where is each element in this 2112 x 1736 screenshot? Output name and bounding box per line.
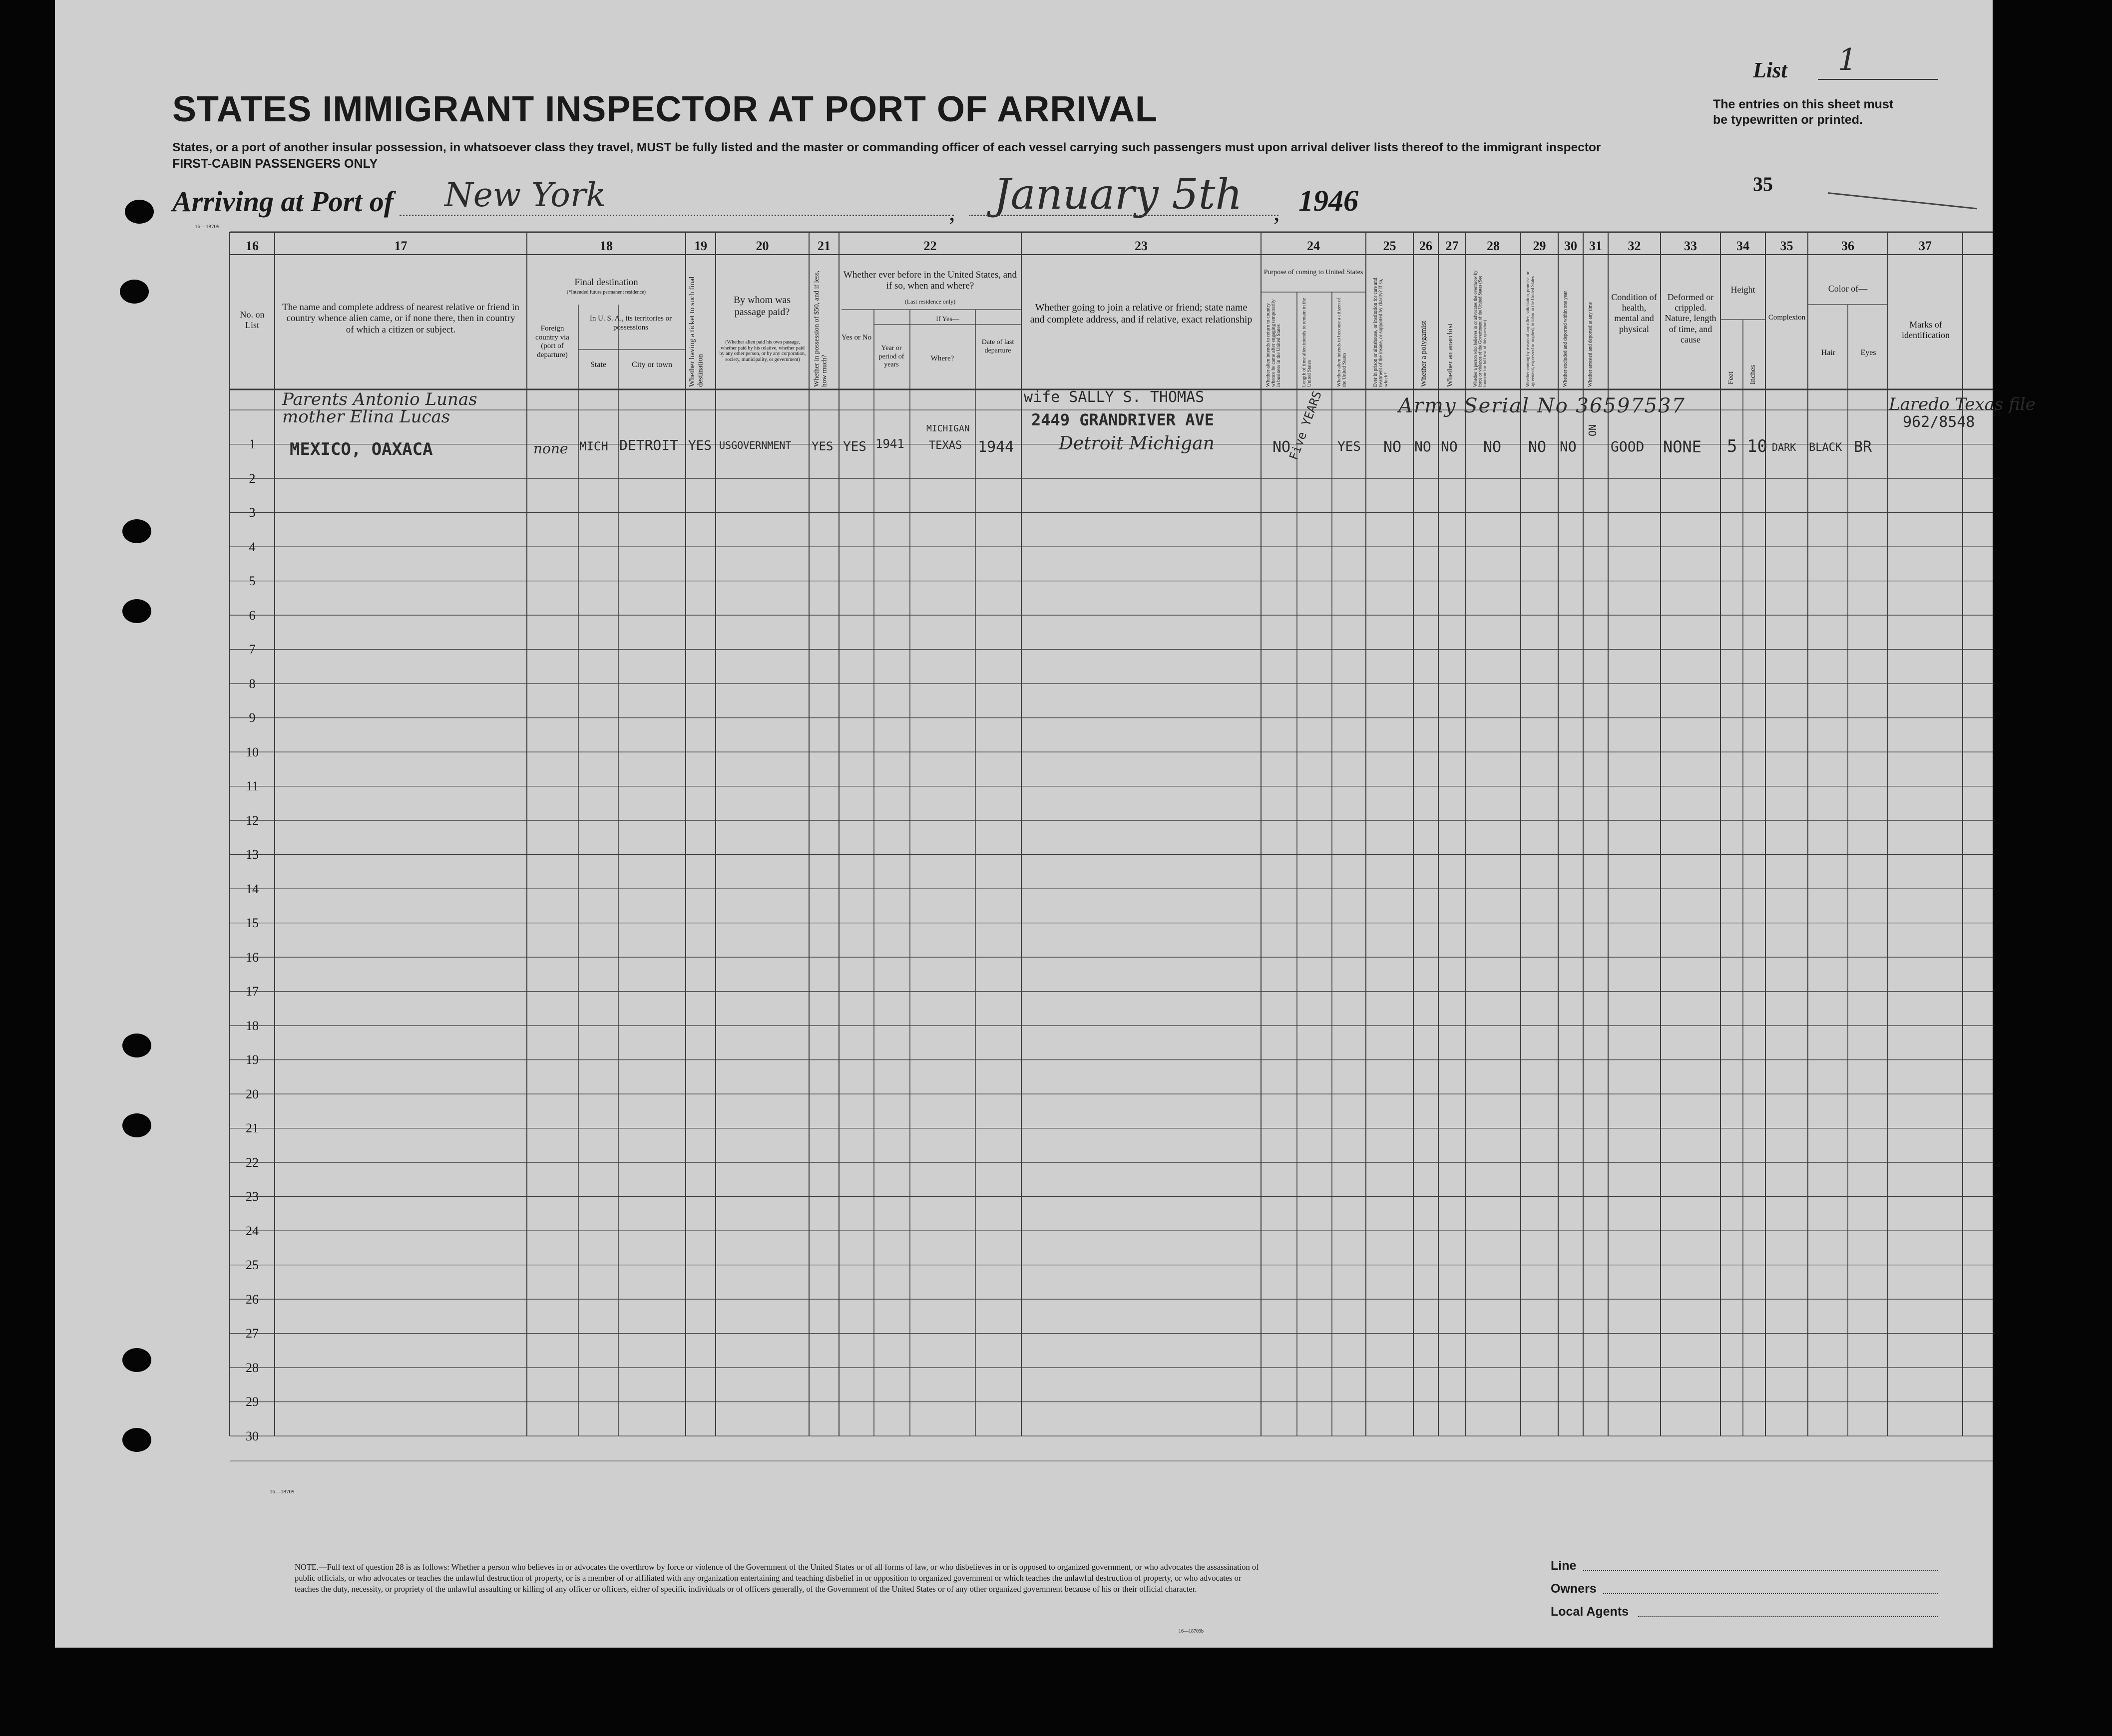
hdr-arrested: Whether arrested and deported at any time bbox=[1588, 302, 1593, 387]
arrival-year: 1946 bbox=[1298, 184, 1358, 217]
row-number: 4 bbox=[249, 539, 256, 554]
hdr-hair: Hair bbox=[1821, 348, 1836, 357]
owners-label: Owners bbox=[1551, 1582, 1597, 1596]
entry-hair: BLACK bbox=[1809, 441, 1842, 454]
hdr-complexion: Complexion bbox=[1768, 314, 1806, 322]
hdr-no-on-list: No. on List bbox=[240, 310, 265, 331]
entry-period: 1941 bbox=[875, 437, 904, 451]
colnum-30: 30 bbox=[1564, 239, 1577, 253]
hdr-final-destination: Final destination bbox=[574, 277, 638, 288]
hdr-labor: Whether coming by reason of any offer, solicitation, promise, or agreement, expressed or implied, to labor in the United States bbox=[1525, 271, 1535, 387]
colnum-17: 17 bbox=[394, 239, 408, 253]
row-number: 14 bbox=[246, 881, 259, 896]
colnum-33: 33 bbox=[1684, 239, 1697, 253]
hdr-purpose-length: Length of time alien intends to remain in the United States bbox=[1301, 298, 1312, 387]
entry-where-2: TEXAS bbox=[929, 439, 962, 452]
hdr-date-departure: Date of last departure bbox=[981, 339, 1014, 354]
line-label: Line bbox=[1551, 1559, 1577, 1573]
hdr-foreign-country: Foreign country via (port of departure) bbox=[535, 325, 569, 359]
hdr-health: Condition of health, mental and physical bbox=[1611, 292, 1657, 334]
entry-anarchist: NO bbox=[1441, 438, 1458, 455]
row-number: 6 bbox=[249, 608, 256, 623]
entry-feet: 5 bbox=[1727, 436, 1737, 456]
sheet-number: 35 bbox=[1753, 173, 1773, 195]
entry-state: MICH bbox=[579, 439, 608, 453]
colnum-21: 21 bbox=[818, 239, 831, 253]
colnum-23: 23 bbox=[1135, 239, 1148, 253]
entry-passage-paid: USGOVERNMENT bbox=[719, 439, 792, 451]
row-number: 22 bbox=[246, 1155, 259, 1170]
arrival-date: January 5th bbox=[994, 170, 1243, 219]
colnum-20: 20 bbox=[756, 239, 769, 253]
row-number: 9 bbox=[249, 710, 256, 725]
hdr-city: City or town bbox=[632, 360, 672, 369]
colnum-22: 22 bbox=[923, 239, 937, 253]
row-number: 23 bbox=[246, 1189, 259, 1204]
entry-arrested: NO bbox=[1586, 424, 1598, 437]
entry-relative-3: MEXICO, OAXACA bbox=[290, 439, 433, 459]
hdr-marks: Marks of identification bbox=[1902, 320, 1950, 341]
entry-prison: NO bbox=[1383, 438, 1402, 456]
entry-marks-1: Laredo Texas file bbox=[1889, 394, 2036, 414]
entry-length-stay: Five YEARS bbox=[1286, 389, 1324, 462]
hdr-final-destination-note: (*Intended future permanent residence) bbox=[567, 290, 646, 295]
hdr-purpose: Purpose of coming to United States bbox=[1264, 269, 1363, 276]
entry-q28: NO bbox=[1483, 438, 1502, 456]
entry-army-serial: Army Serial No 36597537 bbox=[1398, 394, 1686, 417]
entry-deformed: NONE bbox=[1663, 437, 1702, 456]
row-number: 18 bbox=[246, 1018, 259, 1033]
row-number: 27 bbox=[246, 1326, 259, 1341]
row-number: 20 bbox=[246, 1086, 259, 1101]
entry-where-1: MICHIGAN bbox=[926, 423, 970, 434]
hdr-q28: Whether a person who believes in or advocates the overthrow by force or violence of the Government of the United States (See footnote for full text of this question) bbox=[1473, 270, 1487, 387]
entry-ticket: YES bbox=[688, 438, 712, 453]
entry-eyes: BR bbox=[1854, 438, 1872, 456]
page-title: STATES IMMIGRANT INSPECTOR AT PORT OF ARRIVAL bbox=[172, 89, 1158, 129]
hdr-if-yes: If Yes— bbox=[936, 316, 959, 323]
colnum-37: 37 bbox=[1919, 239, 1932, 253]
local-agents-label: Local Agents bbox=[1551, 1605, 1629, 1619]
colnum-32: 32 bbox=[1628, 239, 1641, 253]
colnum-26: 26 bbox=[1419, 239, 1432, 253]
footnote-code: 16—18709b bbox=[1179, 1629, 1204, 1634]
hdr-money: Whether in possession of $50, and if less, how much? bbox=[813, 271, 829, 387]
hdr-height: Height bbox=[1730, 285, 1755, 295]
hdr-excluded: Whether excluded and deported within one year bbox=[1563, 291, 1568, 387]
entry-join-1: wife SALLY S. THOMAS bbox=[1024, 388, 1205, 406]
row-number: 16 bbox=[246, 950, 259, 965]
row-number: 10 bbox=[246, 744, 259, 759]
entry-return: NO bbox=[1272, 438, 1291, 456]
hdr-purpose-return: Whether alien intends to return to country whence he came after engaging temporarily in business in the United States bbox=[1266, 299, 1281, 387]
entry-join-3: Detroit Michigan bbox=[1059, 433, 1215, 454]
hdr-period: Year or period of years bbox=[878, 345, 904, 369]
entry-marks-2: 962/8548 bbox=[1903, 413, 1975, 431]
cabin-class: FIRST-CABIN PASSENGERS ONLY bbox=[172, 157, 378, 171]
agents-field bbox=[1638, 1616, 1938, 1617]
hdr-purpose-citizen: Whether alien intends to become a citizen of the United States bbox=[1336, 298, 1347, 387]
row-number: 13 bbox=[246, 847, 259, 862]
entry-relative-1: Parents Antonio Lunas bbox=[282, 389, 477, 409]
colnum-18: 18 bbox=[600, 239, 613, 253]
entry-citizen: YES bbox=[1337, 439, 1361, 454]
row-number: 1 bbox=[249, 437, 256, 451]
instruction-text: States, or a port of another insular possession, in whatsoever class they travel, MUST be fully listed and the master or commanding officer of each vessel carrying such passengers must upon arrival deliver lists thereof to the immigrant inspector bbox=[172, 141, 1601, 154]
entry-excluded: NO bbox=[1560, 438, 1577, 455]
hdr-passage-note: (Whether alien paid his own passage, whether paid by his relative, whether paid by any other person, or by any corporation, society, municipality, or government) bbox=[719, 340, 806, 362]
footnote-q28: NOTE.—Full text of question 28 is as follows: Whether a person who believes in or advocates the overthrow by force or violence of the Government of the United States or of all forms of law, or who disbelieves in or is opposed to organized government, or who advocates the assassination of public officials, or who advocates or teaches the unlawful destruction of property, or is a member of or affiliated with any organization entertaining and teaching disbelief in or opposition to organized government or which teaches the unlawful destruction of property, or who advocates or teaches the duty, necessity, or propriety of the unlawful assaulting or killing of any officer or officers, either of specific individuals or of officers generally, of the Government of the United States or of any other organized government because of his or their official character. bbox=[295, 1562, 1259, 1594]
hdr-prison: Ever in prison or almshouse, or institution for care and treatment of the insane, or supported by charity? If so, which? bbox=[1373, 278, 1389, 387]
entry-polygamist: NO bbox=[1414, 438, 1431, 455]
row-number: 8 bbox=[249, 676, 256, 691]
colnum-16: 16 bbox=[246, 239, 259, 253]
row-number: 26 bbox=[246, 1292, 259, 1307]
form-code-top: 16—18709 bbox=[195, 224, 220, 230]
row-number: 29 bbox=[246, 1394, 259, 1409]
hdr-passage-paid: By whom was passage paid? bbox=[733, 295, 791, 318]
hdr-in-usa: In U. S. A., its territories or possessions bbox=[589, 315, 672, 332]
list-label: List bbox=[1753, 58, 1787, 82]
comma: , bbox=[949, 198, 955, 226]
row-number: 2 bbox=[249, 471, 256, 486]
hdr-nearest-relative: The name and complete address of nearest relative or friend in country whence alien came, or if none there, then in country of which a citizen or subject. bbox=[282, 302, 519, 335]
row-number: 19 bbox=[246, 1052, 259, 1067]
hdr-ever-before-note: (Last residence only) bbox=[904, 298, 956, 305]
row-number: 3 bbox=[249, 505, 256, 520]
entry-join-2: 2449 GRANDRIVER AVE bbox=[1031, 410, 1215, 429]
typewritten-note-1: The entries on this sheet must bbox=[1713, 97, 1894, 111]
manifest-sheet bbox=[55, 0, 2036, 1648]
hdr-inches: Inches bbox=[1749, 364, 1757, 384]
colnum-25: 25 bbox=[1383, 239, 1396, 253]
hdr-state: State bbox=[590, 360, 606, 369]
colnum-28: 28 bbox=[1487, 239, 1500, 253]
entry-date-departure: 1944 bbox=[978, 438, 1014, 456]
row-number: 28 bbox=[246, 1360, 259, 1375]
hdr-ticket: Whether having a ticket to such final destination bbox=[688, 276, 705, 387]
row-number: 30 bbox=[246, 1428, 259, 1443]
entry-labor: NO bbox=[1528, 438, 1547, 456]
colnum-19: 19 bbox=[694, 239, 707, 253]
row-number: 25 bbox=[246, 1258, 259, 1272]
port-name: New York bbox=[444, 176, 606, 214]
row-number: 11 bbox=[246, 779, 259, 793]
row-number: 5 bbox=[249, 574, 256, 588]
hdr-polygamist: Whether a polygamist bbox=[1420, 321, 1428, 387]
entry-city: DETROIT bbox=[619, 437, 679, 453]
hdr-where: Where? bbox=[930, 354, 954, 362]
colnum-34: 34 bbox=[1736, 239, 1749, 253]
colnum-29: 29 bbox=[1533, 239, 1546, 253]
row-number: 17 bbox=[246, 984, 259, 999]
form-code-bottom: 16—18709 bbox=[270, 1489, 295, 1495]
entry-inches: 10 bbox=[1747, 436, 1767, 456]
line-field bbox=[1583, 1570, 1938, 1571]
typewritten-note-2: be typewritten or printed. bbox=[1713, 113, 1863, 127]
hdr-join-relative: Whether going to join a relative or friend; state name and complete address, and if relative, exact relationship bbox=[1030, 302, 1253, 325]
colnum-27: 27 bbox=[1445, 239, 1459, 253]
hdr-deformed: Deformed or crippled. Nature, length of time, and cause bbox=[1665, 292, 1716, 345]
hdr-yes-no: Yes or No bbox=[841, 334, 872, 342]
entry-relative-2: mother Elina Lucas bbox=[282, 407, 450, 427]
entry-before-us: YES bbox=[843, 439, 866, 454]
hdr-ever-before: Whether ever before in the United States, and if so, when and where? bbox=[843, 270, 1017, 292]
arriving-label: Arriving at Port of bbox=[172, 185, 394, 218]
hdr-eyes: Eyes bbox=[1860, 348, 1876, 357]
hdr-feet: Feet bbox=[1727, 371, 1735, 384]
hdr-anarchist: Whether an anarchist bbox=[1446, 323, 1454, 387]
hdr-color-of: Color of— bbox=[1828, 284, 1868, 294]
row-number: 21 bbox=[246, 1121, 259, 1135]
colnum-24: 24 bbox=[1307, 239, 1320, 253]
comma: , bbox=[1273, 198, 1280, 226]
entry-complexion: DARK bbox=[1772, 441, 1796, 453]
entry-health: GOOD bbox=[1611, 438, 1645, 455]
row-number: 12 bbox=[246, 813, 259, 828]
owners-field bbox=[1603, 1593, 1938, 1594]
colnum-35: 35 bbox=[1780, 239, 1793, 253]
row-number: 15 bbox=[246, 916, 259, 930]
colnum-36: 36 bbox=[1841, 239, 1854, 253]
entry-money: YES bbox=[812, 439, 834, 453]
row-number: 7 bbox=[249, 642, 256, 657]
row-number: 24 bbox=[246, 1223, 259, 1238]
colnum-31: 31 bbox=[1589, 239, 1602, 253]
list-number: 1 bbox=[1838, 42, 1857, 77]
entry-foreign-country: none bbox=[533, 440, 568, 457]
